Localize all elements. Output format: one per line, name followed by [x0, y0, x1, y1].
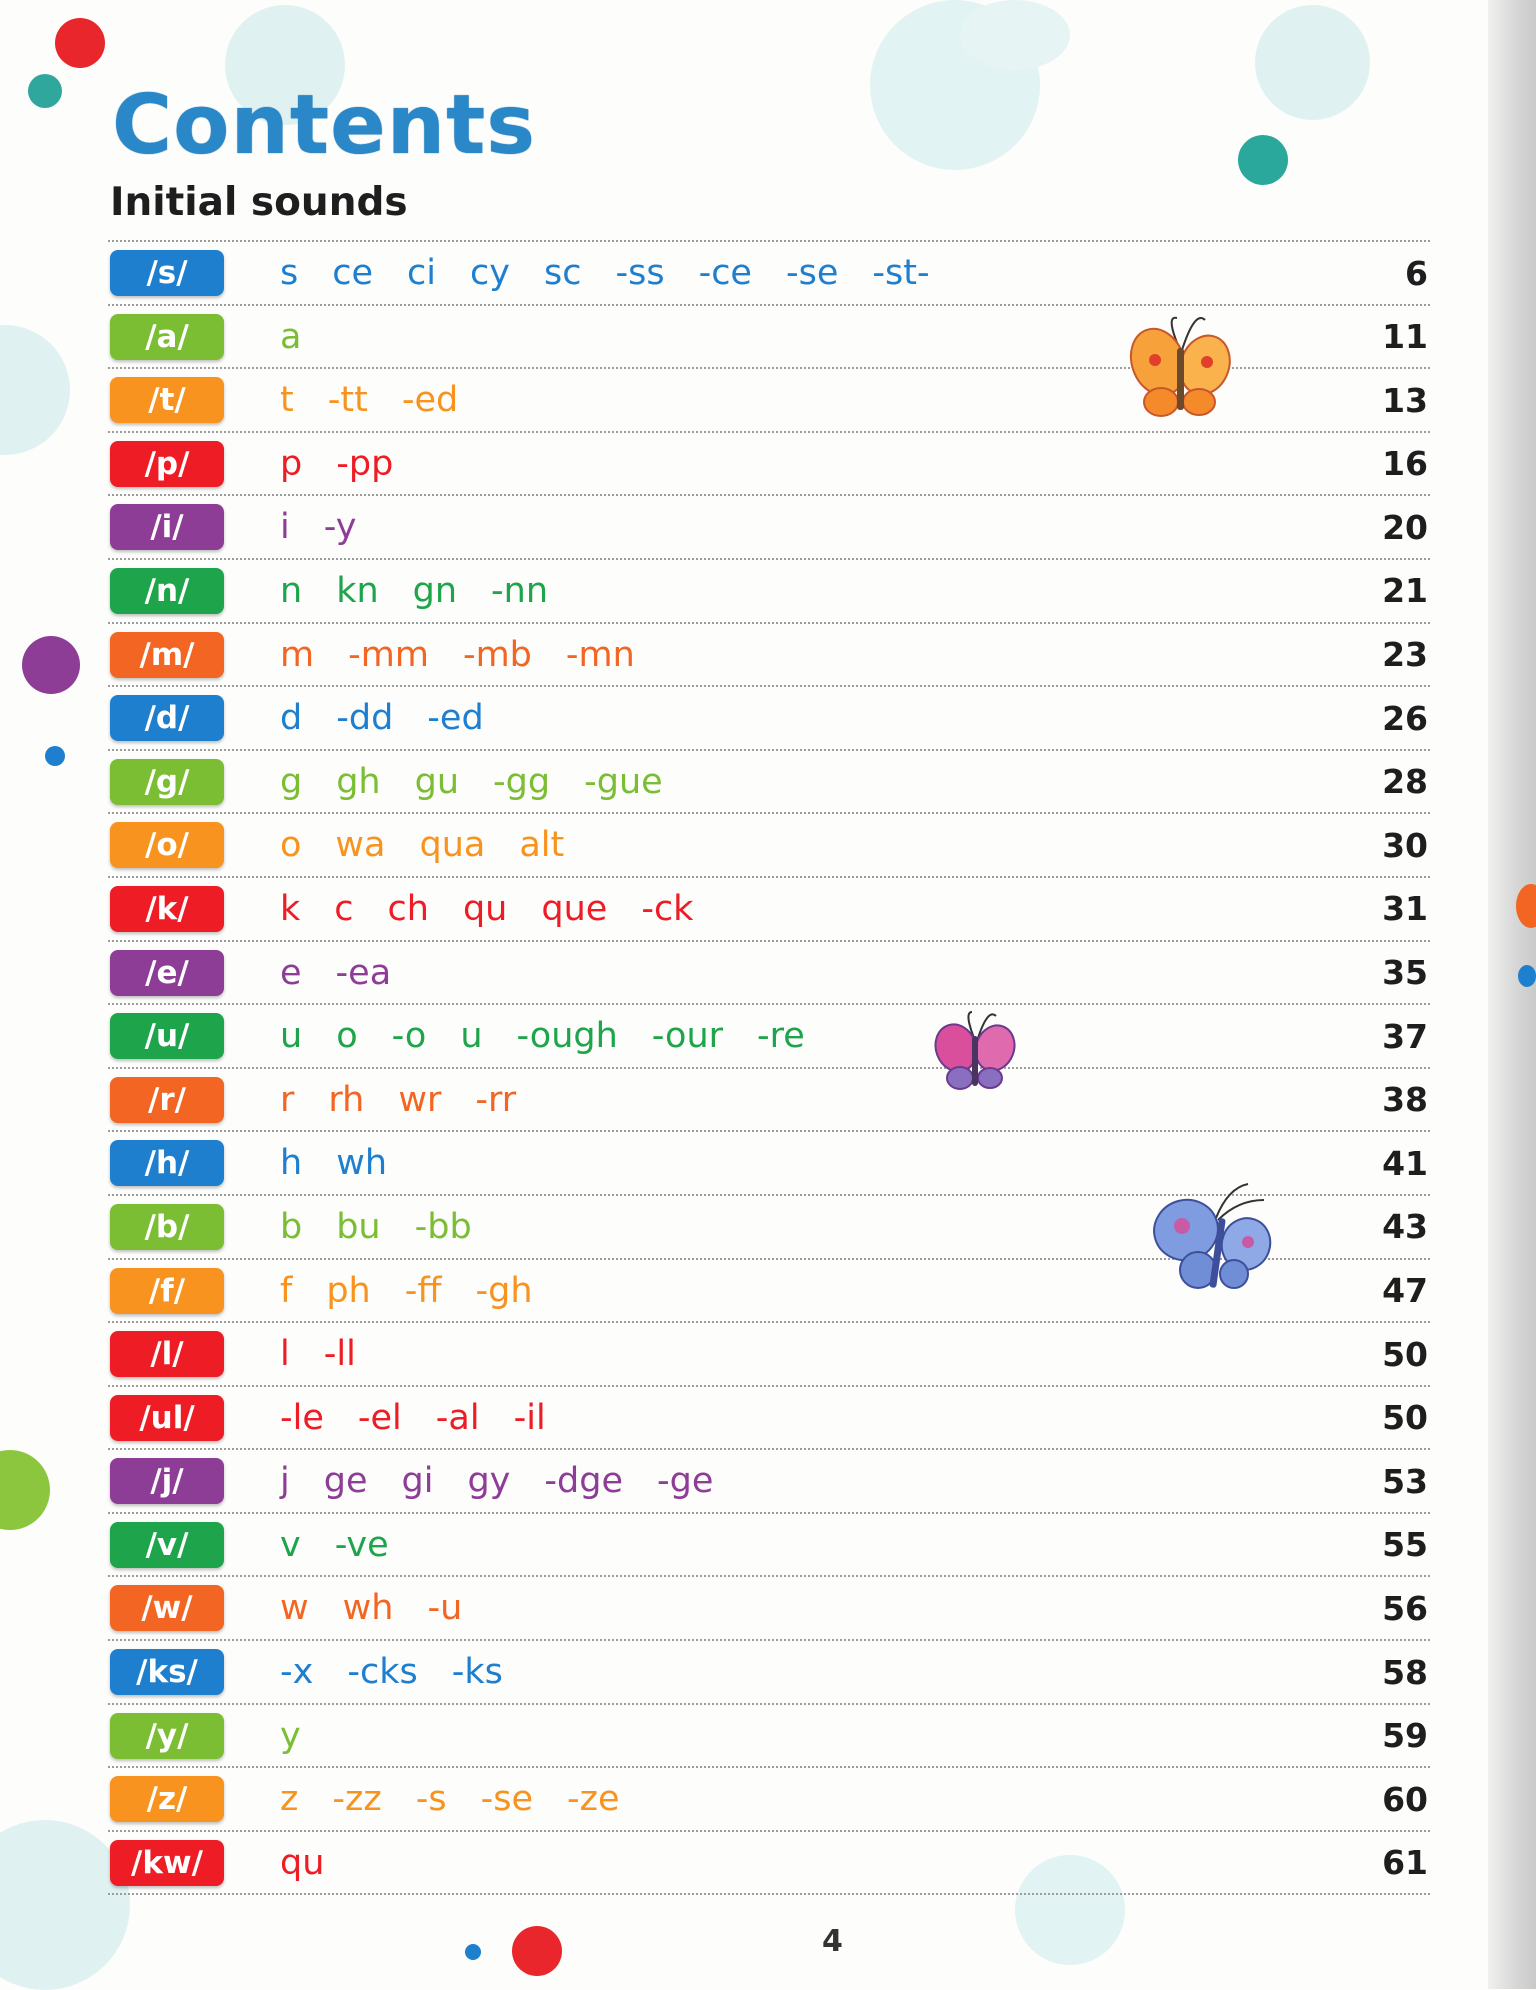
sound-badge: /n/ — [110, 568, 224, 614]
spelling-item: -il — [513, 1397, 546, 1438]
spelling-item: -rr — [475, 1079, 517, 1120]
spelling-list — [280, 1458, 747, 1504]
spelling-item: j — [280, 1461, 290, 1502]
spelling-item: wa — [335, 825, 386, 866]
spelling-item: g — [280, 761, 303, 802]
spelling-item: kn — [336, 570, 379, 611]
sound-badge: /w/ — [110, 1585, 224, 1631]
spelling-item: ch — [387, 888, 429, 929]
spelling-item: gn — [412, 570, 458, 611]
page-ref: 56 — [1382, 1588, 1428, 1628]
spelling-item: k — [280, 888, 301, 929]
decor-circle-blue-small — [45, 746, 65, 766]
spelling-list — [280, 1840, 358, 1886]
spelling-item: e — [280, 952, 302, 993]
contents-row — [108, 496, 1430, 560]
sound-badge: /u/ — [110, 1013, 224, 1059]
spelling-item: alt — [519, 825, 565, 866]
spelling-item: -y — [323, 507, 357, 548]
spelling-item: gy — [467, 1461, 511, 1502]
spelling-list — [280, 695, 518, 741]
spelling-item: -mm — [348, 634, 429, 675]
contents-row — [108, 751, 1430, 815]
spelling-item: -ge — [656, 1461, 714, 1502]
sound-badge: /s/ — [110, 250, 224, 296]
decor-circle-red-bottom — [512, 1926, 562, 1976]
spelling-list — [280, 377, 492, 423]
spelling-item: u — [460, 1016, 483, 1057]
spelling-list — [280, 314, 335, 360]
spelling-item: t — [280, 380, 294, 421]
page-ref: 21 — [1382, 571, 1428, 611]
spelling-list — [280, 1585, 496, 1631]
spelling-item: ge — [323, 1461, 368, 1502]
butterfly-icon-blue — [1148, 1178, 1276, 1298]
spelling-item: wh — [336, 1143, 387, 1184]
decor-circle-pale — [960, 0, 1070, 70]
page-ref: 23 — [1382, 635, 1428, 675]
contents-row — [108, 1705, 1430, 1769]
spelling-item: -se — [480, 1779, 534, 1820]
spelling-list — [280, 1395, 580, 1441]
sound-badge: /o/ — [110, 822, 224, 868]
spelling-item: r — [280, 1079, 295, 1120]
spelling-item: wr — [398, 1079, 442, 1120]
sound-badge: /f/ — [110, 1268, 224, 1314]
spelling-item: ci — [407, 253, 436, 293]
spelling-item: -nn — [491, 570, 549, 611]
spelling-item: -our — [651, 1016, 724, 1057]
sound-badge: /d/ — [110, 695, 224, 741]
sound-badge: /p/ — [110, 441, 224, 487]
sound-badge: /b/ — [110, 1204, 224, 1250]
spelling-item: -ss — [615, 253, 665, 293]
spelling-item: rh — [328, 1079, 365, 1120]
spelling-item: a — [280, 316, 302, 357]
spelling-item: -el — [357, 1397, 402, 1438]
spelling-item: -ze — [567, 1779, 620, 1820]
spelling-item: -mb — [462, 634, 532, 675]
spelling-item: -ea — [335, 952, 392, 993]
spelling-item: -x — [280, 1652, 314, 1693]
spelling-list — [280, 1140, 421, 1186]
spelling-item: -re — [757, 1016, 805, 1057]
page-gutter-edge — [1488, 0, 1536, 1989]
spelling-item: h — [280, 1143, 303, 1184]
page-ref: 37 — [1382, 1016, 1428, 1056]
spelling-item: z — [280, 1779, 299, 1820]
spelling-item: -st- — [872, 253, 930, 293]
spelling-item: -zz — [332, 1779, 382, 1820]
decor-circle-blue-edge — [1518, 965, 1536, 987]
spelling-item: -gg — [493, 761, 551, 802]
spelling-list — [280, 632, 669, 678]
sound-badge: /y/ — [110, 1713, 224, 1759]
spelling-item: gu — [414, 761, 460, 802]
spelling-item: m — [280, 634, 315, 675]
spelling-item: qu — [462, 888, 508, 929]
sound-badge: /m/ — [110, 632, 224, 678]
page-ref: 28 — [1382, 762, 1428, 802]
sound-badge: /j/ — [110, 1458, 224, 1504]
page-number: 4 — [822, 1924, 843, 1959]
decor-circle-blue-bottom — [465, 1944, 481, 1960]
spelling-item: n — [280, 570, 303, 611]
decor-circle-teal-small — [28, 74, 62, 108]
spelling-item: gh — [336, 761, 381, 802]
spelling-item: o — [280, 825, 302, 866]
contents-row — [108, 942, 1430, 1006]
page-ref: 47 — [1382, 1271, 1428, 1310]
sound-badge: /kw/ — [110, 1840, 224, 1886]
page-ref: 50 — [1382, 1334, 1428, 1374]
spelling-item: -se — [785, 253, 839, 293]
page-ref: 41 — [1382, 1143, 1428, 1183]
spelling-item: qua — [419, 825, 486, 866]
spelling-item: gi — [401, 1461, 434, 1502]
decor-circle-pale-left — [0, 325, 70, 455]
spelling-item: f — [280, 1270, 293, 1311]
decor-circle-purple — [22, 636, 80, 694]
sound-badge: /e/ — [110, 950, 224, 996]
page-ref: 43 — [1382, 1207, 1428, 1247]
spelling-list — [280, 568, 582, 614]
sound-badge: /ks/ — [110, 1649, 224, 1695]
spelling-item: p — [280, 443, 303, 484]
butterfly-icon-orange — [1125, 310, 1235, 430]
page-ref: 6 — [1405, 253, 1428, 293]
spelling-item: sc — [543, 253, 582, 293]
spelling-list — [280, 1268, 567, 1314]
contents-row — [108, 1450, 1430, 1514]
contents-row — [108, 242, 1430, 306]
sound-badge: /t/ — [110, 377, 224, 423]
spelling-list — [280, 504, 390, 550]
contents-row — [108, 624, 1430, 688]
spelling-item: -dd — [336, 698, 394, 739]
spelling-list — [280, 1077, 550, 1123]
spelling-list — [280, 1713, 335, 1759]
page-ref: 60 — [1382, 1779, 1428, 1819]
contents-row — [108, 1577, 1430, 1641]
spelling-item: i — [280, 507, 290, 548]
contents-row — [108, 1832, 1430, 1896]
butterfly-icon-pink — [932, 1008, 1018, 1098]
spelling-item: o — [336, 1016, 358, 1057]
contents-row — [108, 560, 1430, 624]
spelling-item: d — [280, 698, 303, 739]
contents-row — [108, 814, 1430, 878]
spelling-item: -gue — [584, 761, 663, 802]
page-ref: 53 — [1382, 1461, 1428, 1501]
contents-row — [108, 687, 1430, 751]
spelling-item: -dge — [544, 1461, 623, 1502]
spelling-list — [280, 1776, 654, 1822]
page-ref: 13 — [1382, 380, 1428, 420]
spelling-list — [280, 950, 425, 996]
spelling-item: s — [280, 253, 299, 293]
sound-badge: /k/ — [110, 886, 224, 932]
spelling-list — [280, 1204, 506, 1250]
page-ref: 59 — [1382, 1716, 1428, 1756]
spelling-list — [280, 759, 697, 805]
spelling-item: ce — [332, 253, 374, 293]
page-ref: 30 — [1382, 825, 1428, 865]
spelling-list — [280, 1331, 390, 1377]
spelling-item: ph — [326, 1270, 371, 1311]
spelling-item: -cks — [347, 1652, 418, 1693]
spelling-item: u — [280, 1016, 303, 1057]
sound-badge: /ul/ — [110, 1395, 224, 1441]
contents-row — [108, 1323, 1430, 1387]
spelling-list — [280, 441, 427, 487]
spelling-item: -ks — [451, 1652, 503, 1693]
page-ref: 35 — [1382, 953, 1428, 993]
page-ref: 11 — [1382, 317, 1428, 357]
decor-circle-teal — [1238, 135, 1288, 185]
sound-badge: /v/ — [110, 1522, 224, 1568]
spelling-list — [280, 1522, 423, 1568]
spelling-list — [280, 1013, 839, 1059]
decor-circle-pale — [1255, 5, 1370, 120]
spelling-item: wh — [342, 1588, 394, 1629]
page-ref: 38 — [1382, 1080, 1428, 1120]
spelling-item: -pp — [336, 443, 394, 484]
spelling-item: y — [280, 1715, 301, 1756]
spelling-item: -ff — [404, 1270, 442, 1311]
contents-row — [108, 1641, 1430, 1705]
sound-badge: /h/ — [110, 1140, 224, 1186]
spelling-item: bu — [336, 1206, 381, 1247]
contents-row — [108, 878, 1430, 942]
spelling-item: -o — [391, 1016, 427, 1057]
contents-row — [108, 1387, 1430, 1451]
spelling-item: c — [334, 888, 354, 929]
spelling-list — [280, 822, 598, 868]
spelling-item: -tt — [327, 380, 368, 421]
spelling-item: -mn — [565, 634, 635, 675]
spelling-list — [280, 250, 964, 296]
spelling-item: v — [280, 1524, 301, 1565]
spelling-item: -ed — [427, 698, 484, 739]
contents-row — [108, 1514, 1430, 1578]
page-ref: 50 — [1382, 1398, 1428, 1438]
page-ref: 16 — [1382, 444, 1428, 484]
sound-badge: /g/ — [110, 759, 224, 805]
spelling-item: b — [280, 1206, 303, 1247]
page-ref: 20 — [1382, 507, 1428, 547]
spelling-item: que — [541, 888, 608, 929]
section-subtitle: Initial sounds — [110, 180, 408, 225]
spelling-item: -ough — [516, 1016, 618, 1057]
sound-badge: /z/ — [110, 1776, 224, 1822]
spelling-list — [280, 886, 727, 932]
contents-row — [108, 1005, 1430, 1069]
contents-row — [108, 1768, 1430, 1832]
contents-row — [108, 1069, 1430, 1133]
decor-circle-red — [55, 18, 105, 68]
spelling-item: -le — [280, 1397, 324, 1438]
spelling-item: -bb — [414, 1206, 472, 1247]
spelling-item: -al — [435, 1397, 480, 1438]
sound-badge: /i/ — [110, 504, 224, 550]
spelling-item: -gh — [475, 1270, 533, 1311]
spelling-item: qu — [280, 1842, 325, 1883]
spelling-item: -ce — [698, 253, 752, 293]
decor-circle-green — [0, 1450, 50, 1530]
spelling-item: l — [280, 1334, 290, 1375]
spelling-item: cy — [470, 253, 510, 293]
spelling-list — [280, 1649, 537, 1695]
spelling-item: -s — [415, 1779, 447, 1820]
spelling-item: -ll — [323, 1334, 356, 1375]
spelling-item: -ve — [334, 1524, 389, 1565]
sound-badge: /a/ — [110, 314, 224, 360]
page-ref: 26 — [1382, 698, 1428, 738]
page-ref: 58 — [1382, 1652, 1428, 1692]
spelling-item: w — [280, 1588, 309, 1629]
page-ref: 61 — [1382, 1843, 1428, 1883]
spelling-item: -ed — [401, 380, 459, 421]
spelling-item: -u — [427, 1588, 463, 1629]
page-ref: 55 — [1382, 1525, 1428, 1565]
sound-badge: /l/ — [110, 1331, 224, 1377]
sound-badge: /r/ — [110, 1077, 224, 1123]
page-title: Contents — [112, 78, 537, 173]
spelling-item: -ck — [641, 888, 694, 929]
contents-row — [108, 433, 1430, 497]
page-ref: 31 — [1382, 889, 1428, 929]
contents-table — [108, 240, 1430, 1895]
